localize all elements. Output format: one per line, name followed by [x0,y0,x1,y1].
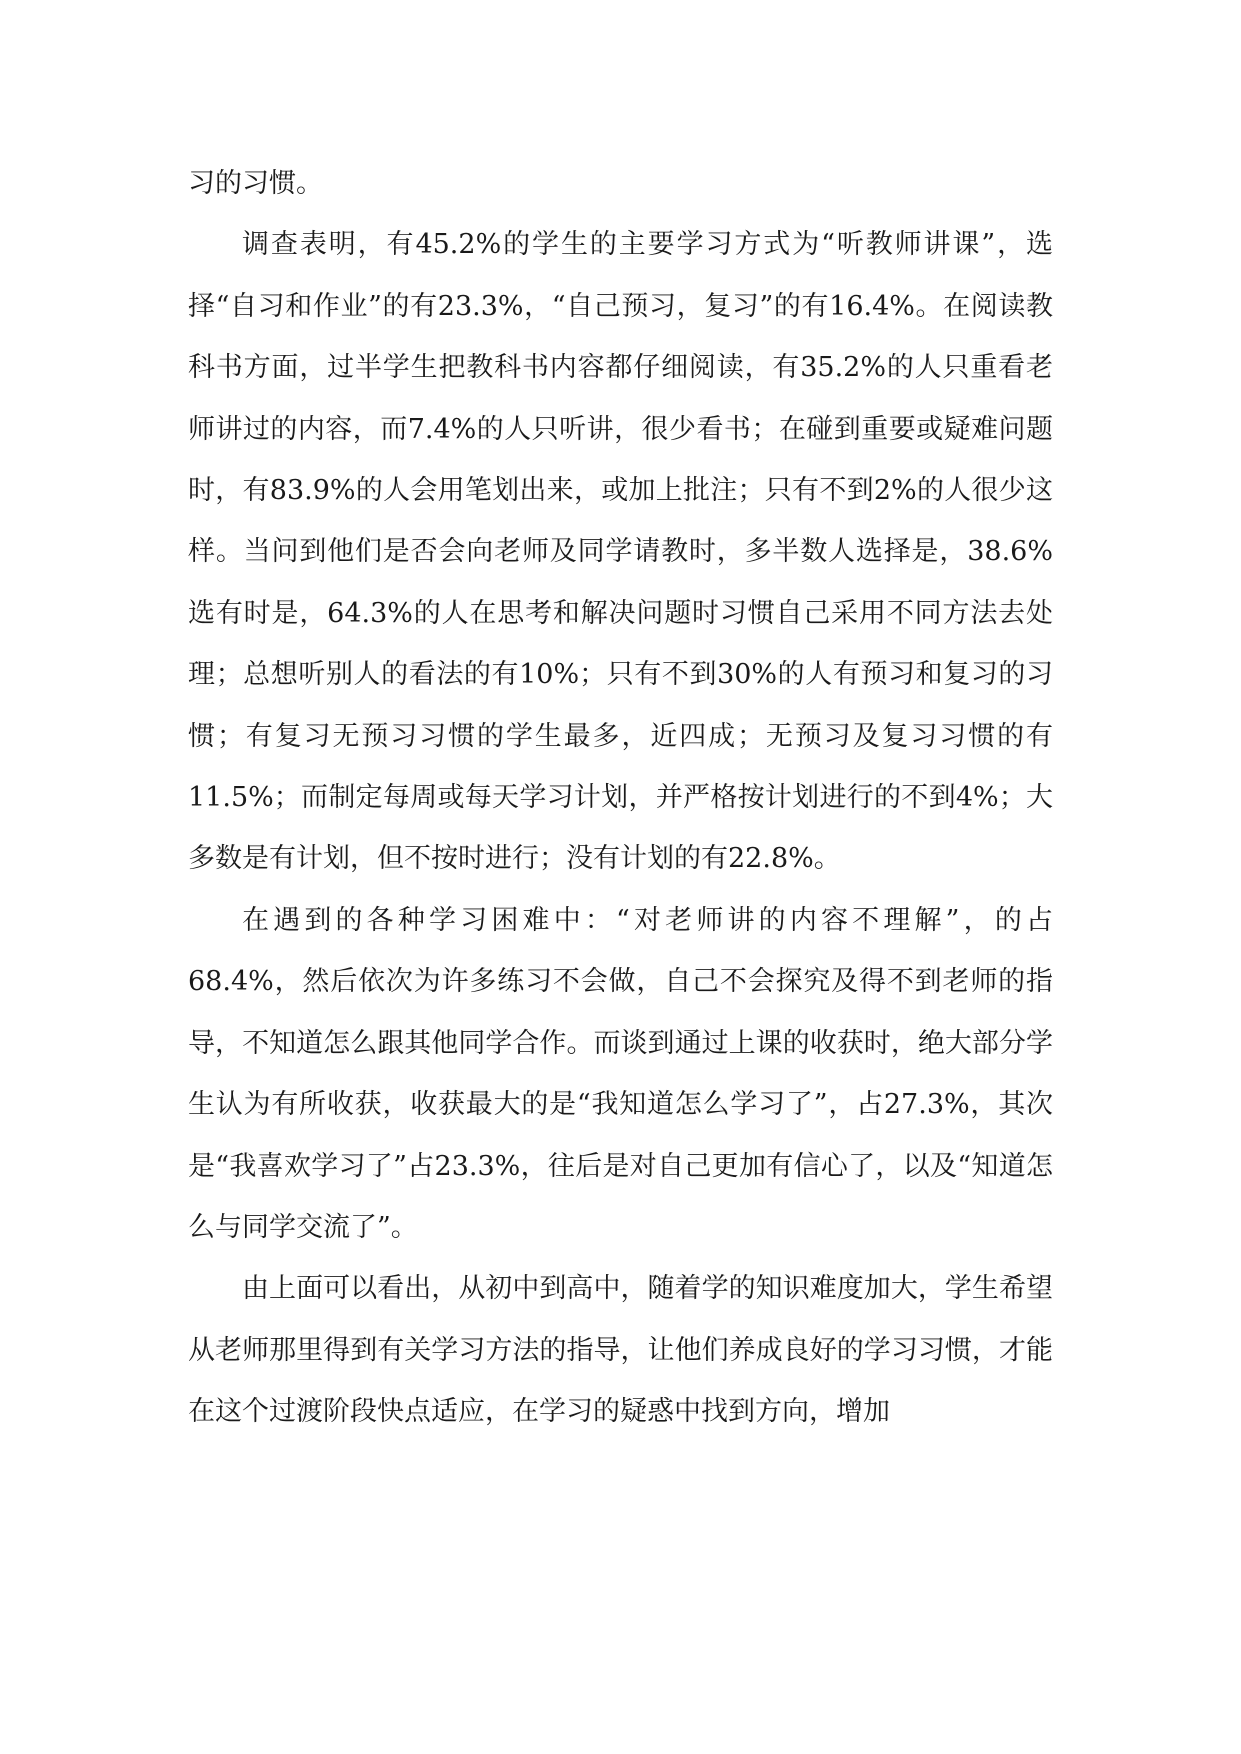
paragraph-learning-difficulties: 在遇到的各种学习困难中：“对老师讲的内容不理解”，的占68.4%，然后依次为许多练习不会做，自己不会探究及得不到老师的指导，不知道怎么跟其他同学合作。而谈到通过上课的收获时，绝大部分学生认为有所收获，收获最大的是“我知道怎么学习了”，占27.3%，其次是“我喜欢学习了”占23.3%，往后是对自己更加有信心了，以及“知道怎么与同学交流了”。 [188,904,1053,1243]
paragraph-conclusion: 由上面可以看出，从初中到高中，随着学的知识难度加大，学生希望从老师那里得到有关学习方法的指导，让他们养成良好的学习习惯，才能在这个过渡阶段快点适应，在学习的疑惑中找到方向，增加 [188,1273,1053,1428]
paragraph-survey-results: 调查表明，有45.2%的学生的主要学习方式为“听教师讲课”，选择“自习和作业”的有23.3%，“自己预习，复习”的有16.4%。在阅读教科书方面，过半学生把教科书内容都仔细阅读，有35.2%的人只重看老师讲过的内容，而7.4%的人只听讲，很少看书；在碰到重要或疑难问题时，有83.9%的人会用笔划出来，或加上批注；只有不到2%的人很少这样。当问到他们是否会向老师及同学请教时，多半数人选择是，38.6%选有时是，64.3%的人在思考和解决问题时习惯自己采用不同方法去处理；总想听别人的看法的有10%；只有不到30%的人有预习和复习的习惯；有复习无预习习惯的学生最多，近四成；无预习及复习习惯的有11.5%；而制定每周或每天学习计划，并严格按计划进行的不到4%；大多数是有计划，但不按时进行；没有计划的有22.8%。 [188,229,1053,875]
paragraph-continuation: 习的习惯。 [188,168,323,199]
body-text [188,153,1053,1443]
